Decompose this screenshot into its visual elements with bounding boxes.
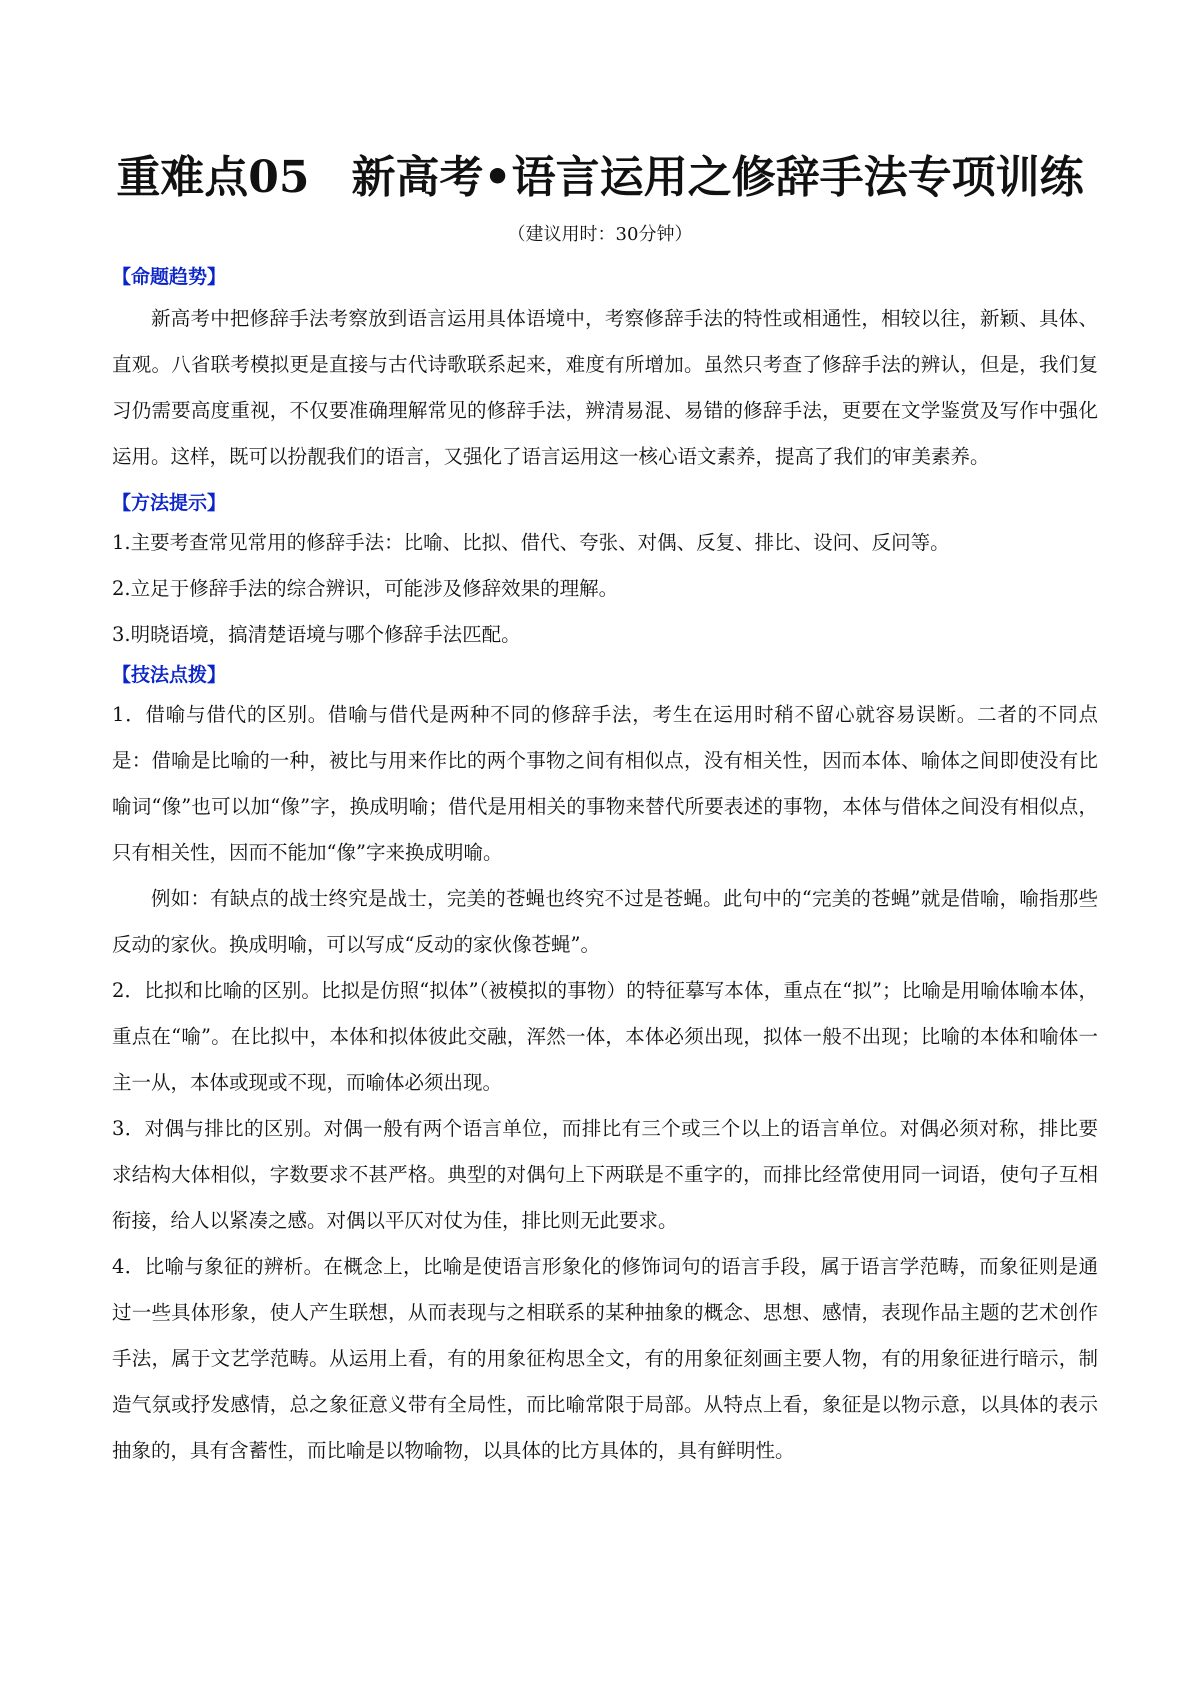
technique-example: 例如：有缺点的战士终究是战士，完美的苍蝇也终究不过是苍蝇。此句中的“完美的苍蝇”就是借喻，喻指那些反动的家伙。换成明喻，可以写成“反动的家伙像苍蝇”。: [112, 887, 1098, 956]
method-item-1: 1.主要考查常见常用的修辞手法：比喻、比拟、借代、夸张、对偶、反复、排比、设问、反问等。: [112, 531, 950, 554]
suggested-time: （建议用时：30分钟）: [507, 224, 693, 245]
trend-paragraph: 新高考中把修辞手法考察放到语言运用具体语境中，考察修辞手法的特性或相通性，相较以往，新颖、具体、直观。八省联考模拟更是直接与古代诗歌联系起来，难度有所增加。虽然只考查了修辞手法的辨认，但是，我们复习仍需要高度重视，不仅要准确理解常见的修辞手法，辨清易混、易错的修辞手法，更要在文学鉴赏及写作中强化运用。这样，既可以扮靓我们的语言，又强化了语言运用这一核心语文素养，提高了我们的审美素养。: [112, 307, 1098, 468]
title-part-2: 新高考•语言运用之修辞手法专项训练: [351, 152, 1084, 203]
section-heading-method: 【方法提示】: [112, 492, 227, 514]
section-heading-trend: 【命题趋势】: [112, 266, 227, 288]
method-item-3: 3.明晓语境，搞清楚语境与哪个修辞手法匹配。: [112, 623, 521, 646]
section-heading-technique: 【技法点拨】: [112, 664, 227, 686]
technique-paragraph-4: 4．比喻与象征的辨析。在概念上，比喻是使语言形象化的修饰词句的语言手段，属于语言学范畴，而象征则是通过一些具体形象，使人产生联想，从而表现与之相联系的某种抽象的概念、思想、感情，表现作品主题的艺术创作手法，属于文艺学范畴。从运用上看，有的用象征构思全文，有的用象征刻画主要人物，有的用象征进行暗示，制造气氛或抒发感情，总之象征意义带有全局性，而比喻常限于局部。从特点上看，象征是以物示意，以具体的表示抽象的，具有含蓄性，而比喻是以物喻物，以具体的比方具体的，具有鲜明性。: [112, 1255, 1098, 1462]
technique-paragraph-1: 1．借喻与借代的区别。借喻与借代是两种不同的修辞手法，考生在运用时稍不留心就容易误断。二者的不同点是：借喻是比喻的一种，被比与用来作比的两个事物之间有相似点，没有相关性，因而本体、喻体之间即使没有比喻词“像”也可以加“像”字，换成明喻；借代是用相关的事物来替代所要表述的事物，本体与借体之间没有相似点，只有相关性，因而不能加“像”字来换成明喻。: [112, 703, 1098, 864]
title-part-1: 重难点05: [116, 152, 310, 203]
technique-paragraph-2: 2．比拟和比喻的区别。比拟是仿照“拟体”（被模拟的事物）的特征摹写本体，重点在“拟”；比喻是用喻体喻本体，重点在“喻”。在比拟中，本体和拟体彼此交融，浑然一体，本体必须出现，拟体一般不出现；比喻的本体和喻体一主一从，本体或现或不现，而喻体必须出现。: [112, 979, 1098, 1094]
document-body: [112, 262, 1098, 1474]
method-item-2: 2.立足于修辞手法的综合辨识，可能涉及修辞效果的理解。: [112, 577, 619, 600]
technique-paragraph-3: 3．对偶与排比的区别。对偶一般有两个语言单位，而排比有三个或三个以上的语言单位。对偶必须对称，排比要求结构大体相似，字数要求不甚严格。典型的对偶句上下两联是不重字的，而排比经常使用同一词语，使句子互相衔接，给人以紧凑之感。对偶以平仄对仗为佳，排比则无此要求。: [112, 1117, 1098, 1232]
page-title: [60, 148, 1140, 208]
